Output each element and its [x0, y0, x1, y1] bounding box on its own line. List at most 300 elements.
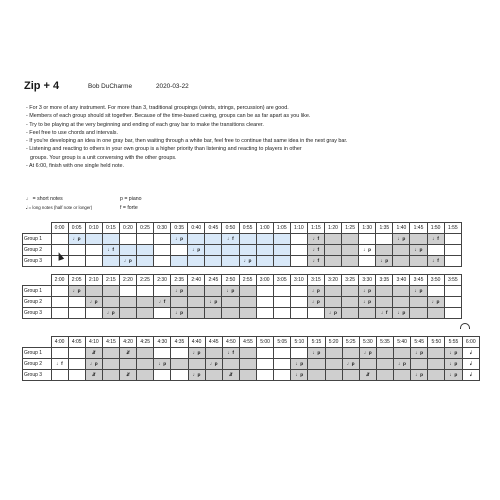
time-header-cell: 2:45 — [205, 275, 222, 286]
cue-cell: ♩p — [171, 308, 188, 319]
cue-cell — [410, 256, 427, 267]
instruction-line: - If you're developing an idea in one gray bar, then waiting through a white bar, feel free to continue that same idea in the next gray bar. — [26, 138, 348, 145]
cue-cell — [444, 297, 461, 308]
cue-cell — [85, 286, 102, 297]
cue-cell — [68, 308, 85, 319]
cue-cell — [51, 370, 68, 381]
time-header-cell: 4:55 — [239, 337, 256, 348]
cue-cell — [119, 245, 136, 256]
time-header-cell: 1:25 — [342, 223, 359, 234]
cue-cell — [68, 245, 85, 256]
cue-cell: ♩p — [445, 348, 462, 359]
cue-cell — [205, 234, 222, 245]
cue-cell: ♩f — [307, 245, 324, 256]
time-header-cell: 5:35 — [376, 337, 393, 348]
time-header-cell: 3:40 — [393, 275, 410, 286]
cue-cell — [359, 359, 376, 370]
cue-cell — [205, 256, 222, 267]
time-header-cell: 5:20 — [325, 337, 342, 348]
cue-cell: ♩p — [393, 234, 410, 245]
cue-cell: ♩p — [307, 297, 324, 308]
cue-cell: ♩p — [222, 286, 239, 297]
time-header-cell: 4:50 — [222, 337, 239, 348]
cue-cell — [273, 234, 290, 245]
time-header-cell: 2:50 — [222, 275, 239, 286]
cue-cell: ♩p — [411, 370, 428, 381]
cue-cell — [427, 286, 444, 297]
instructions-list — [26, 104, 486, 170]
cue-cell — [325, 286, 342, 297]
cue-cell — [51, 286, 68, 297]
cue-cell — [290, 308, 307, 319]
cue-table-200-400 — [22, 274, 462, 319]
time-header-cell: 3:45 — [410, 275, 427, 286]
cue-cell — [51, 297, 68, 308]
cue-cell: ♩f — [222, 348, 239, 359]
time-header-cell: 0:50 — [222, 223, 239, 234]
cue-cell — [222, 297, 239, 308]
time-header-cell: 4:30 — [154, 337, 171, 348]
cue-cell — [171, 256, 188, 267]
time-header-cell: 0:45 — [205, 223, 222, 234]
cue-cell: ♩p — [393, 308, 410, 319]
cue-cell — [393, 245, 410, 256]
cue-cell — [325, 245, 342, 256]
cue-cell — [411, 359, 428, 370]
time-header-cell: 0:15 — [102, 223, 119, 234]
time-header-cell: 5:25 — [342, 337, 359, 348]
cue-cell — [257, 359, 274, 370]
legend-forte: f = forte — [120, 205, 138, 211]
cue-cell: ♩f — [51, 359, 68, 370]
cue-cell — [256, 308, 273, 319]
cue-cell: ♩p — [342, 359, 359, 370]
cue-cell — [85, 256, 102, 267]
time-header-cell: 6:00 — [462, 337, 480, 348]
cue-cell — [394, 370, 411, 381]
cue-cell — [376, 348, 393, 359]
cue-cell — [239, 359, 256, 370]
cue-cell — [273, 286, 290, 297]
cue-cell: ♩p — [307, 286, 324, 297]
instruction-line: - Try to be playing at the very beginning and ending of each gray bar to make the transitions clearer. — [26, 121, 264, 128]
time-header-cell: 4:05 — [68, 337, 85, 348]
cue-cell — [154, 308, 171, 319]
cue-cell — [205, 308, 222, 319]
instruction-line: - Feel free to use chords and intervals. — [26, 129, 118, 136]
cue-cell — [428, 370, 445, 381]
cue-cell — [376, 359, 393, 370]
group-label: Group 1 — [23, 234, 52, 245]
cue-cell — [342, 286, 359, 297]
group-label: Group 3 — [23, 370, 52, 381]
cue-cell: ♩f — [376, 308, 393, 319]
cue-cell — [342, 308, 359, 319]
cue-cell: 𝅗𝅥f — [85, 348, 102, 359]
header-corner — [23, 275, 52, 286]
cue-cell — [274, 348, 291, 359]
cue-cell — [428, 359, 445, 370]
cue-cell: ♩p — [376, 256, 393, 267]
cue-cell — [256, 234, 273, 245]
cue-cell — [290, 256, 307, 267]
cue-cell — [154, 348, 171, 359]
instruction-line: - At 6:00, finish with one single held note. — [26, 163, 124, 170]
cue-cell — [393, 256, 410, 267]
time-header-cell: 4:45 — [205, 337, 222, 348]
cue-cell — [188, 359, 205, 370]
time-header-cell: 5:10 — [291, 337, 308, 348]
header-corner — [23, 337, 52, 348]
cue-cell — [205, 370, 222, 381]
cue-cell — [188, 297, 205, 308]
group-row — [23, 348, 480, 359]
cue-cell: ♩f — [427, 256, 444, 267]
cue-cell — [325, 359, 342, 370]
instruction-line: - Listening and reacting to others in your own group is a higher priority than listening and reacting to players in other — [26, 146, 302, 153]
cue-cell: ♩p — [291, 359, 308, 370]
time-header-cell: 3:20 — [325, 275, 342, 286]
cue-cell: 𝅗𝅥f — [222, 370, 239, 381]
cue-cell: 𝅗𝅥 — [462, 359, 480, 370]
time-header-cell: 1:30 — [359, 223, 376, 234]
cue-cell — [171, 297, 188, 308]
time-header-cell: 2:05 — [68, 275, 85, 286]
cue-cell — [325, 234, 342, 245]
cue-cell — [342, 348, 359, 359]
cue-cell — [171, 245, 188, 256]
cue-cell — [136, 256, 153, 267]
cue-cell — [51, 348, 68, 359]
time-header-cell: 1:55 — [444, 223, 461, 234]
time-header-cell: 1:20 — [325, 223, 342, 234]
cue-cell — [136, 234, 153, 245]
cue-cell — [376, 234, 393, 245]
time-header-cell: 1:40 — [393, 223, 410, 234]
cue-cell — [102, 234, 119, 245]
cue-cell — [410, 297, 427, 308]
cue-cell — [290, 297, 307, 308]
cue-cell — [342, 234, 359, 245]
cue-cell: ♩f — [102, 245, 119, 256]
cue-cell — [256, 286, 273, 297]
cue-cell — [307, 308, 324, 319]
cue-cell — [188, 308, 205, 319]
group-row — [23, 308, 462, 319]
cue-cell: ♩f — [307, 256, 324, 267]
group-row — [23, 359, 480, 370]
group-row — [23, 370, 480, 381]
cue-cell — [376, 245, 393, 256]
cue-cell — [427, 245, 444, 256]
cue-cell: 𝅗𝅥f — [120, 370, 137, 381]
cue-cell — [274, 370, 291, 381]
cue-cell — [308, 370, 325, 381]
cue-cell — [154, 370, 171, 381]
cue-cell — [205, 245, 222, 256]
cue-cell — [239, 348, 256, 359]
cue-cell — [444, 286, 461, 297]
cue-cell — [394, 348, 411, 359]
cue-cell: ♩p — [445, 359, 462, 370]
cue-cell: ♩p — [359, 348, 376, 359]
cue-cell: ♩p — [85, 359, 102, 370]
cue-cell — [136, 286, 153, 297]
cue-cell — [239, 370, 256, 381]
cue-cell — [68, 256, 85, 267]
cue-cell: ♩p — [308, 348, 325, 359]
cue-cell — [325, 370, 342, 381]
time-header-cell: 4:25 — [137, 337, 154, 348]
cue-cell — [222, 256, 239, 267]
cue-cell — [444, 256, 461, 267]
time-header-cell: 2:30 — [154, 275, 171, 286]
cue-cell: ♩p — [68, 234, 85, 245]
cue-cell — [376, 286, 393, 297]
cue-cell: ♩p — [119, 256, 136, 267]
time-header-cell: 5:05 — [274, 337, 291, 348]
time-header-cell: 3:25 — [342, 275, 359, 286]
time-header-cell: 5:30 — [359, 337, 376, 348]
cue-cell — [154, 245, 171, 256]
cue-cell — [188, 256, 205, 267]
group-label: Group 3 — [23, 308, 52, 319]
time-header-cell: 2:35 — [171, 275, 188, 286]
time-header-cell: 3:00 — [256, 275, 273, 286]
cue-cell — [290, 286, 307, 297]
cue-cell — [256, 297, 273, 308]
cue-cell — [68, 370, 85, 381]
time-header-cell: 2:00 — [51, 275, 68, 286]
cue-cell — [273, 245, 290, 256]
cue-cell: 𝅗𝅥f — [120, 348, 137, 359]
cue-cell — [85, 234, 102, 245]
instruction-line: - Members of each group should sit together. Because of the time-based cueing, groups can be as far apart as you like. — [26, 113, 311, 120]
time-header-cell: 1:45 — [410, 223, 427, 234]
time-header-cell: 1:35 — [376, 223, 393, 234]
cue-cell — [342, 245, 359, 256]
cue-cell — [137, 359, 154, 370]
cue-cell — [290, 245, 307, 256]
group-label: Group 1 — [23, 286, 52, 297]
time-header-cell: 0:40 — [188, 223, 205, 234]
cue-cell — [256, 245, 273, 256]
group-label: Group 2 — [23, 245, 52, 256]
cue-cell — [291, 348, 308, 359]
time-header-cell: 3:05 — [273, 275, 290, 286]
cue-cell — [428, 348, 445, 359]
cue-cell: ♩p — [239, 256, 256, 267]
cue-cell: ♩p — [171, 234, 188, 245]
cue-cell — [342, 256, 359, 267]
cue-cell: ♩p — [410, 286, 427, 297]
cue-cell: ♩p — [427, 297, 444, 308]
cue-cell — [239, 286, 256, 297]
header-corner — [23, 223, 52, 234]
cue-cell — [256, 256, 273, 267]
time-header-cell: 0:55 — [239, 223, 256, 234]
cue-cell — [188, 286, 205, 297]
group-label: Group 1 — [23, 348, 52, 359]
time-header-cell: 3:50 — [427, 275, 444, 286]
cue-cell: ♩p — [410, 245, 427, 256]
time-header-cell: 1:15 — [307, 223, 324, 234]
document-title: Zip + 4 — [24, 80, 60, 92]
cue-cell — [325, 297, 342, 308]
cue-cell — [444, 245, 461, 256]
group-label: Group 2 — [23, 297, 52, 308]
time-header-cell: 3:55 — [444, 275, 461, 286]
cue-cell — [120, 359, 137, 370]
time-header-row — [23, 223, 462, 234]
cue-cell — [393, 297, 410, 308]
time-header-cell: 5:45 — [411, 337, 428, 348]
time-header-cell: 3:15 — [307, 275, 324, 286]
cue-cell: ♩p — [205, 359, 222, 370]
time-header-cell: 1:05 — [273, 223, 290, 234]
cue-cell — [205, 286, 222, 297]
cue-cell: ♩p — [394, 359, 411, 370]
time-header-cell: 5:40 — [394, 337, 411, 348]
cue-cell — [274, 359, 291, 370]
cue-cell — [119, 297, 136, 308]
cue-cell — [273, 308, 290, 319]
cue-cell: ♩p — [291, 370, 308, 381]
cue-cell — [444, 234, 461, 245]
cue-cell — [239, 234, 256, 245]
cue-cell: ♩f — [307, 234, 324, 245]
cue-cell — [85, 308, 102, 319]
cue-cell — [68, 348, 85, 359]
cue-cell: 𝅗𝅥f — [359, 370, 376, 381]
group-row — [23, 256, 462, 267]
time-header-cell: 4:40 — [188, 337, 205, 348]
cue-cell — [444, 308, 461, 319]
cue-cell: ♩p — [85, 297, 102, 308]
cue-cell — [359, 234, 376, 245]
cue-cell — [410, 308, 427, 319]
cue-cell — [257, 370, 274, 381]
cue-cell: ♩p — [445, 370, 462, 381]
time-header-cell: 4:35 — [171, 337, 188, 348]
cue-cell — [257, 348, 274, 359]
cue-cell — [359, 308, 376, 319]
cue-cell: ♩p — [325, 308, 342, 319]
cue-cell — [51, 308, 68, 319]
cue-cell: 𝅗𝅥 — [462, 348, 480, 359]
cue-cell — [273, 297, 290, 308]
cue-cell — [137, 370, 154, 381]
cue-cell — [136, 308, 153, 319]
cue-cell — [154, 234, 171, 245]
cue-cell — [342, 297, 359, 308]
cue-cell: ♩p — [359, 245, 376, 256]
cue-cell — [239, 308, 256, 319]
cue-cell — [376, 297, 393, 308]
cue-table-0-200 — [22, 222, 462, 267]
time-header-cell: 2:25 — [136, 275, 153, 286]
legend-short-notes: ♩ = short notes — [26, 196, 63, 202]
time-header-row — [23, 275, 462, 286]
time-header-cell: 0:10 — [85, 223, 102, 234]
cue-cell — [119, 234, 136, 245]
cue-cell — [85, 245, 102, 256]
time-header-cell: 2:10 — [85, 275, 102, 286]
time-header-cell: 5:15 — [308, 337, 325, 348]
cue-cell: ♩p — [188, 245, 205, 256]
cue-cell: ♩f — [222, 234, 239, 245]
time-header-cell: 2:55 — [239, 275, 256, 286]
time-header-cell: 0:35 — [171, 223, 188, 234]
cue-cell — [376, 370, 393, 381]
cue-cell — [119, 308, 136, 319]
cue-cell: ♩f — [154, 297, 171, 308]
cue-cell — [102, 297, 119, 308]
cue-cell — [102, 286, 119, 297]
cue-cell — [308, 359, 325, 370]
cue-cell — [51, 234, 68, 245]
group-row — [23, 234, 462, 245]
time-header-cell: 0:20 — [119, 223, 136, 234]
instruction-line: groups. Your group is a unit conversing with the other groups. — [30, 154, 177, 161]
cue-cell — [427, 308, 444, 319]
cue-cell: ♩p — [188, 348, 205, 359]
cue-cell — [102, 348, 119, 359]
cue-cell — [119, 286, 136, 297]
time-header-cell: 2:20 — [119, 275, 136, 286]
group-label: Group 2 — [23, 359, 52, 370]
time-header-cell: 4:10 — [85, 337, 102, 348]
cue-cell — [154, 256, 171, 267]
cue-cell — [222, 359, 239, 370]
time-header-cell: 1:10 — [290, 223, 307, 234]
time-header-cell: 0:30 — [154, 223, 171, 234]
cue-cell: ♩p — [68, 286, 85, 297]
cue-table-400-600 — [22, 336, 480, 381]
cue-cell: ♩p — [188, 370, 205, 381]
time-header-cell: 5:50 — [428, 337, 445, 348]
document-date: 2020-03-22 — [156, 83, 189, 90]
cue-cell — [205, 348, 222, 359]
cue-cell: ♩p — [359, 297, 376, 308]
cue-cell — [137, 348, 154, 359]
time-header-cell: 5:55 — [445, 337, 462, 348]
time-header-cell: 2:15 — [102, 275, 119, 286]
cue-cell — [325, 348, 342, 359]
time-header-cell: 4:20 — [120, 337, 137, 348]
cue-cell — [222, 245, 239, 256]
group-row — [23, 286, 462, 297]
cue-cell — [154, 286, 171, 297]
cue-cell: ♩p — [171, 286, 188, 297]
legend-long-notes: 𝅗𝅥 = long notes (half note or longer) — [26, 205, 93, 210]
time-header-cell: 0:05 — [68, 223, 85, 234]
time-header-cell: 4:00 — [51, 337, 68, 348]
cue-cell — [171, 370, 188, 381]
time-header-cell: 0:00 — [51, 223, 68, 234]
cue-cell — [136, 245, 153, 256]
cue-cell: 𝅗𝅥 — [462, 370, 480, 381]
cue-cell: ♩p — [154, 359, 171, 370]
time-header-cell: 5:00 — [257, 337, 274, 348]
cue-cell — [188, 234, 205, 245]
cue-cell — [290, 234, 307, 245]
group-label: Group 3 — [23, 256, 52, 267]
cue-cell — [410, 234, 427, 245]
group-row — [23, 245, 462, 256]
cue-cell: ♩p — [411, 348, 428, 359]
scroll-indicator-icon[interactable] — [460, 323, 470, 329]
